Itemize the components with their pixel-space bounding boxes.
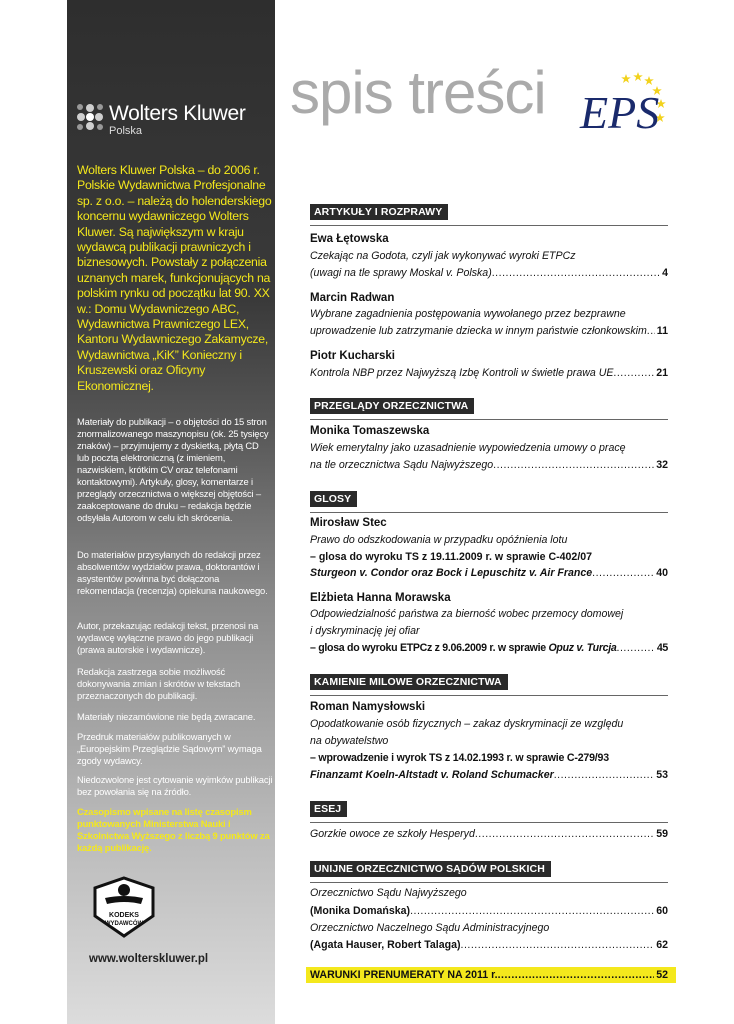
toc-author: Monika Tomaszewska [310,425,430,437]
toc-title-line-prefix: – glosa do wyroku ETPCz z 9.06.2009 r. w sprawie [310,642,549,654]
toc-entry[interactable] [310,938,668,952]
toc-title-line: – glosa do wyroku TS z 19.11.2009 r. w sprawie C-402/07 [310,551,593,563]
wolters-kluwer-logo [77,102,246,137]
sidebar [67,0,275,1024]
wolters-kluwer-logo-mark-icon [77,104,103,130]
kodeks-wydawcow-logo-icon [91,874,157,940]
toc-entry[interactable] [310,566,668,580]
reprint-note: Przedruk materiałów publikowanych w „Europejskim Przeglądzie Sądowym” wymaga zgody wydawcy. [77,731,262,766]
toc-entry[interactable] [310,904,668,918]
toc-entry[interactable] [310,266,668,280]
toc-title-line: uprowadzenie lub zatrzymanie dziecka w innym państwie członkowskim [310,325,647,337]
section-label-milestones: KAMIENIE MILOWE ORZECZNICTWA [310,674,508,690]
toc-title-line-case: Opuz v. Turcja [548,642,617,654]
section-divider [310,695,668,696]
section-label-essay: ESEJ [310,801,347,817]
toc-author: Roman Namysłowski [310,701,426,713]
toc-title-line: Orzecznictwo Sądu Najwyższego [310,887,467,899]
toc-title-line [310,641,617,655]
kodeks-label-1: KODEKS [109,912,139,919]
section-label-glosses: GLOSY [310,491,357,507]
recommendation-note: Do materiałów przysyłanych do redakcji przez absolwentów wydziałów prawa, doktorantów i asystentów powinna być dołączona rekomendacja (recenzja) opiekuna naukowego. [77,549,268,596]
toc-entry[interactable] [310,641,668,655]
toc-title-line: na tle orzecznictwa Sądu Najwyższego [310,459,494,471]
toc-page-number: 45 [656,642,668,654]
accreditation-note: Czasopismo wpisane na listę czasopism punktowanych Ministerstwa Nauki i Szkolnictwa Wyższego z liczbą 9 punktów za każdą publikację. [77,806,270,853]
toc-page-number: 52 [656,969,668,981]
toc-page-number: 53 [656,769,668,781]
toc-title-line: Orzecznictwo Naczelnego Sądu Administracyjnego [310,922,550,934]
toc-title-line: Wiek emerytalny jako uzasadnienie wypowiedzenia umowy o pracę [310,442,626,454]
toc-page-number: 4 [662,267,668,279]
citation-note: Niedozwolone jest cytowanie wyimków publikacji bez powołania się na źródło. [77,774,273,797]
page-title: spis treści [290,59,546,126]
toc-title-line: Czekając na Godota, czyli jak wykonywać wyroki ETPCz [310,250,576,262]
toc-author: Elżbieta Hanna Morawska [310,592,451,604]
copyright-note: Autor, przekazując redakcji tekst, przenosi na wydawcę wyłączne prawo do jego publikacji (prawa autorskie i wydawnicze). [77,620,259,655]
toc-entry[interactable] [310,827,668,841]
subscription-entry[interactable] [310,968,668,982]
toc-title-line: (Agata Hauser, Robert Talaga) [310,939,461,951]
toc-title-line: Gorzkie owoce ze szkoły Hesperyd [310,828,475,840]
toc-page-number: 62 [656,939,668,951]
toc-title-line: na obywatelstwo [310,735,389,747]
toc-author: Ewa Łętowska [310,233,389,245]
kodeks-label-2: WYDAWCÓW [104,921,144,927]
toc-title-line: Wybrane zagadnienia postępowania wywołanego przez bezprawne [310,308,626,320]
toc-entry[interactable] [310,324,668,338]
toc-page-number: 40 [656,567,668,579]
section-label-case-law-reviews: PRZEGLĄDY ORZECZNICTWA [310,398,474,414]
section-divider [310,512,668,513]
submission-note: Materiały do publikacji – o objętości do 15 stron znormalizowanego maszynopisu (ok. 25 tysięcy znaków) – przyjmujemy z dyskietką, płytą CD lub pocztą elektroniczną (z imieniem, nazwiskiem, krótkim CV oraz telefonami kontaktowymi). Artykuły, glosy, komentarze i przeglądy orzecznictwa o większej objętości – zaakceptowane do druku – redakcja będzie odsyłała Autorom w celu ich skrócenia. [77,416,269,523]
toc-title-line: – wprowadzenie i wyrok TS z 14.02.1993 r. w sprawie C-279/93 [310,752,609,764]
toc-page-number: 32 [656,459,668,471]
section-divider [310,882,668,883]
toc-page-number: 60 [656,905,668,917]
toc-title-line: (uwagi na tle sprawy Moskal v. Polska) [310,267,492,279]
toc-title-line: (Monika Domańska) [310,905,411,917]
logo-sub: Polska [109,125,143,137]
eps-logo-text: EPS [580,87,660,138]
toc-title-line: Prawo do odszkodowania w przypadku opóźnienia lotu [310,534,568,546]
toc-title-line: Odpowiedzialność państwa za bierność wobec przemocy domowej [310,608,624,620]
section-divider [310,419,668,420]
toc-page-number: 21 [656,367,668,379]
toc-author: Mirosław Stec [310,517,387,529]
section-divider [310,822,668,823]
editing-note: Redakcja zastrzega sobie możliwość dokonywania zmian i skrótów w tekstach przeznaczonych do publikacji. [77,666,241,701]
publisher-description: Wolters Kluwer Polska – do 2006 r. Polskie Wydawnictwa Profesjonalne sp. z o.o. – należą do holenderskiego koncernu wydawniczego Wolters Kluwer. Są największym w kraju wydawcą publikacji prawniczych i biznesowych. Powstały z połączenia uznanych marek, funkcjonujących na polskim rynku od początku lat 90. XX w.: Domu Wydawniczego ABC, Wydawnictwa Prawniczego LEX, Kantoru Wydawniczego Zakamycze, Wydawnictwa „KiK” Konieczny i Kruszewski oraz Oficyny Ekonomicznej. [77,163,272,393]
toc-title-line: Opodatkowanie osób fizycznych – zakaz dyskryminacji ze względu [310,718,624,730]
unsolicited-note: Materiały niezamówione nie będą zwracane. [77,711,256,722]
website-link[interactable]: www.wolterskluwer.pl [89,953,209,965]
toc-page-number: 11 [656,325,668,337]
subscription-label: WARUNKI PRENUMERATY NA 2011 r. [310,969,498,981]
toc-page-number: 59 [656,828,668,840]
toc-entry[interactable] [310,458,668,472]
logo-name: Wolters Kluwer [109,102,246,125]
eps-journal-logo [578,70,670,140]
toc-title-line: i dyskryminację jej ofiar [310,625,420,637]
toc-title-line: Sturgeon v. Condor oraz Bock i Lepuschitz v. Air France [310,567,593,579]
section-label-articles: ARTYKUŁY I ROZPRAWY [310,204,448,220]
toc-entry[interactable] [310,768,668,782]
section-divider [310,225,668,226]
section-label-polish-courts: UNIJNE ORZECZNICTWO SĄDÓW POLSKICH [310,861,551,877]
toc-entry[interactable] [310,366,668,380]
toc-author: Piotr Kucharski [310,350,395,362]
toc-author: Marcin Radwan [310,292,395,304]
toc-title-line: Kontrola NBP przez Najwyższą Izbę Kontroli w świetle prawa UE [310,367,614,379]
toc-title-line: Finanzamt Koeln-Altstadt v. Roland Schumacker [310,769,554,781]
